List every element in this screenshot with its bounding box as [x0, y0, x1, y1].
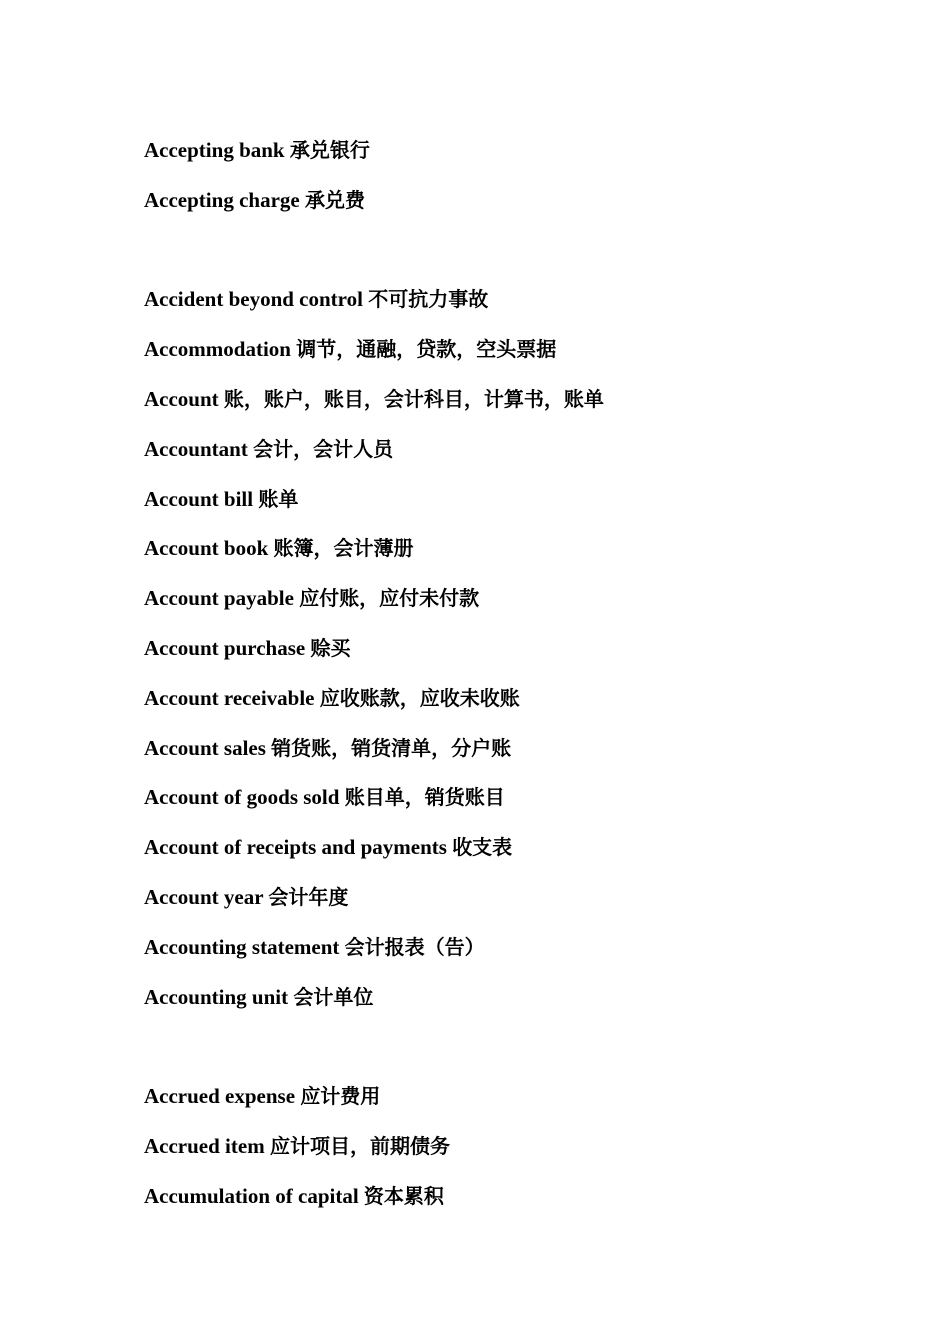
entry-term: Accountant [144, 436, 248, 461]
glossary-entry [144, 528, 844, 578]
entry-translation: 资本累积 [363, 1183, 444, 1208]
glossary-entry [144, 130, 844, 180]
entry-term: Accident beyond control [144, 287, 363, 312]
entry-translation: 不可抗力事故 [368, 287, 489, 312]
entry-translation: 销货账，销货清单，分户账 [271, 735, 512, 760]
glossary-entry [144, 1176, 844, 1226]
glossary-entry [144, 927, 844, 977]
entry-translation: 会计单位 [293, 984, 374, 1009]
entry-term: Accounting unit [144, 984, 289, 1009]
glossary-entry [144, 578, 844, 628]
entry-translation: 应付账，应付未付款 [299, 586, 480, 611]
entry-term: Accumulation of capital [144, 1183, 359, 1208]
entry-translation: 应收账款，应收未收账 [319, 685, 520, 710]
glossary-entry [144, 777, 844, 827]
glossary-entry [144, 180, 844, 230]
entry-term: Account payable [144, 586, 294, 611]
entry-term: Account sales [144, 735, 266, 760]
entry-term: Account purchase [144, 635, 306, 660]
glossary-entry [144, 678, 844, 728]
entry-term: Account year [144, 884, 264, 909]
entry-translation: 账目单，销货账目 [344, 785, 505, 810]
glossary-entry [144, 1126, 844, 1176]
entry-translation: 承兑银行 [289, 138, 370, 162]
glossary-entry [144, 429, 844, 479]
entry-term: Account [144, 386, 219, 411]
glossary-entry [144, 827, 844, 877]
entry-translation: 应计项目，前期债务 [269, 1133, 450, 1158]
entry-term: Account bill [144, 486, 254, 511]
glossary-entry [144, 1076, 844, 1126]
entry-translation: 会计年度 [268, 884, 349, 909]
blank-line [144, 230, 844, 280]
glossary-entry [144, 379, 844, 429]
entry-term: Accepting bank [144, 138, 285, 162]
entry-translation: 收支表 [452, 835, 513, 860]
entry-translation: 账，账户，账目，会计科目，计算书，账单 [223, 386, 604, 411]
glossary-entry [144, 329, 844, 379]
entry-translation: 应计费用 [300, 1084, 381, 1109]
entry-translation: 会计报表（告） [344, 934, 485, 959]
entry-translation: 会计，会计人员 [253, 436, 394, 461]
entry-translation: 承兑费 [304, 187, 365, 212]
entry-term: Accounting statement [144, 934, 340, 959]
entry-translation: 账单 [258, 486, 299, 511]
glossary-entry [144, 877, 844, 927]
glossary-entry [144, 728, 844, 778]
glossary-entry [144, 479, 844, 529]
glossary-entry [144, 628, 844, 678]
entry-term: Account of goods sold [144, 785, 340, 810]
entry-term: Accepting charge [144, 187, 300, 212]
glossary-entry [144, 977, 844, 1027]
glossary-entry [144, 279, 844, 329]
entry-term: Accrued item [144, 1133, 265, 1158]
entry-translation: 账簿，会计薄册 [273, 536, 414, 561]
entry-term: Account book [144, 536, 269, 561]
entry-term: Account of receipts and payments [144, 835, 447, 860]
entry-term: Accommodation [144, 337, 291, 362]
blank-line [144, 1026, 844, 1076]
entry-term: Account receivable [144, 685, 315, 710]
entry-term: Accrued expense [144, 1084, 296, 1109]
glossary-list [144, 130, 844, 1226]
entry-translation: 赊买 [310, 635, 351, 660]
entry-translation: 调节，通融，贷款，空头票据 [296, 337, 557, 362]
